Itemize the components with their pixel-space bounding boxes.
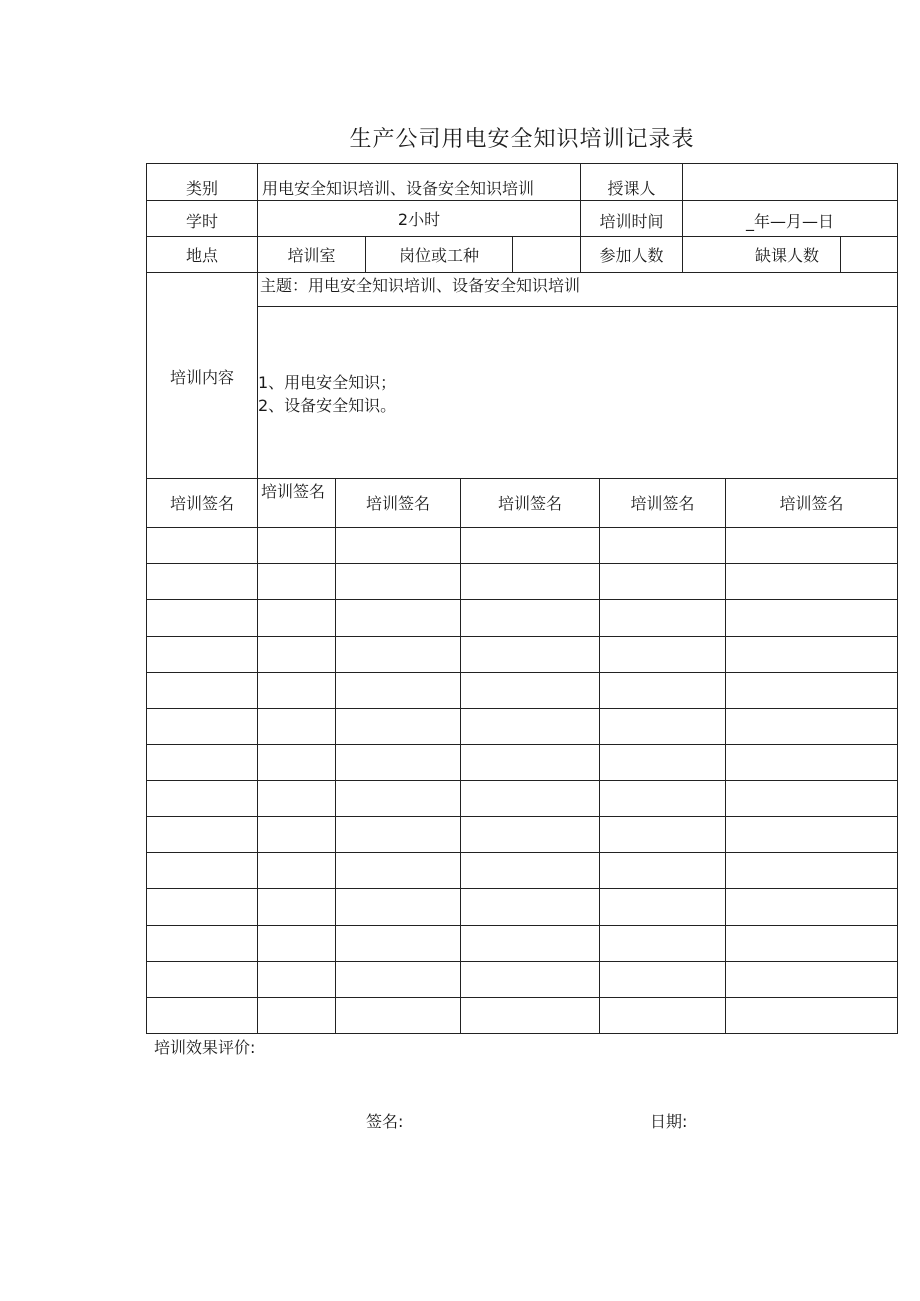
signature-header-5: 培训签名 <box>630 494 695 513</box>
table-rule <box>512 236 513 273</box>
table-rule <box>258 306 898 307</box>
signature-row-rule <box>146 997 898 998</box>
signature-row-rule <box>146 563 898 564</box>
table-rule <box>146 272 898 273</box>
table-rule <box>257 478 258 1034</box>
training-time-value: _年—月—日 <box>745 212 834 231</box>
absent-label: 缺课人数 <box>754 246 819 265</box>
instructor-label: 授课人 <box>607 179 656 198</box>
table-rule <box>725 478 726 1034</box>
table-border-bottom <box>146 1033 898 1034</box>
signature-header-1: 培训签名 <box>169 494 234 513</box>
signature-header-2: 培训签名 <box>261 482 326 501</box>
signature-row-rule <box>146 744 898 745</box>
location-label: 地点 <box>185 246 218 265</box>
evaluation-label: 培训效果评价: <box>154 1038 256 1057</box>
table-border-top <box>146 163 898 164</box>
table-rule <box>335 478 336 1034</box>
table-rule <box>146 478 898 479</box>
signature-row-rule <box>146 527 898 528</box>
location-value: 培训室 <box>287 246 336 265</box>
category-label: 类别 <box>185 179 218 198</box>
content-label: 培训内容 <box>169 368 234 387</box>
category-value: 用电安全知识培训、设备安全知识培训 <box>262 179 535 198</box>
date-label: 日期: <box>650 1112 688 1131</box>
signature-row-rule <box>146 708 898 709</box>
table-rule <box>460 478 461 1034</box>
content-item-2: 2、设备安全知识。 <box>258 396 397 415</box>
content-item-1: 1、用电安全知识； <box>258 373 397 392</box>
table-rule <box>146 236 898 237</box>
signature-row-rule <box>146 780 898 781</box>
signature-row-rule <box>146 672 898 673</box>
training-time-label: 培训时间 <box>599 212 664 231</box>
signature-row-rule <box>146 888 898 889</box>
table-rule <box>599 478 600 1034</box>
signature-row-rule <box>146 816 898 817</box>
position-label: 岗位或工种 <box>398 246 479 265</box>
signature-row-rule <box>146 925 898 926</box>
hours-label: 学时 <box>185 212 218 231</box>
table-rule <box>840 236 841 273</box>
attendees-label: 参加人数 <box>599 246 664 265</box>
signature-row-rule <box>146 852 898 853</box>
signature-header-6: 培训签名 <box>779 494 844 513</box>
page-title: 生产公司用电安全知识培训记录表 <box>349 127 695 152</box>
training-topic: 主题：用电安全知识培训、设备安全知识培训 <box>260 276 581 295</box>
signature-row-rule <box>146 961 898 962</box>
signature-row-rule <box>146 636 898 637</box>
signature-header-3: 培训签名 <box>365 494 430 513</box>
table-rule <box>146 200 898 201</box>
signature-header-4: 培训签名 <box>497 494 562 513</box>
hours-value: 2小时 <box>397 210 441 229</box>
signature-row-rule <box>146 599 898 600</box>
signature-label: 签名: <box>366 1112 404 1131</box>
